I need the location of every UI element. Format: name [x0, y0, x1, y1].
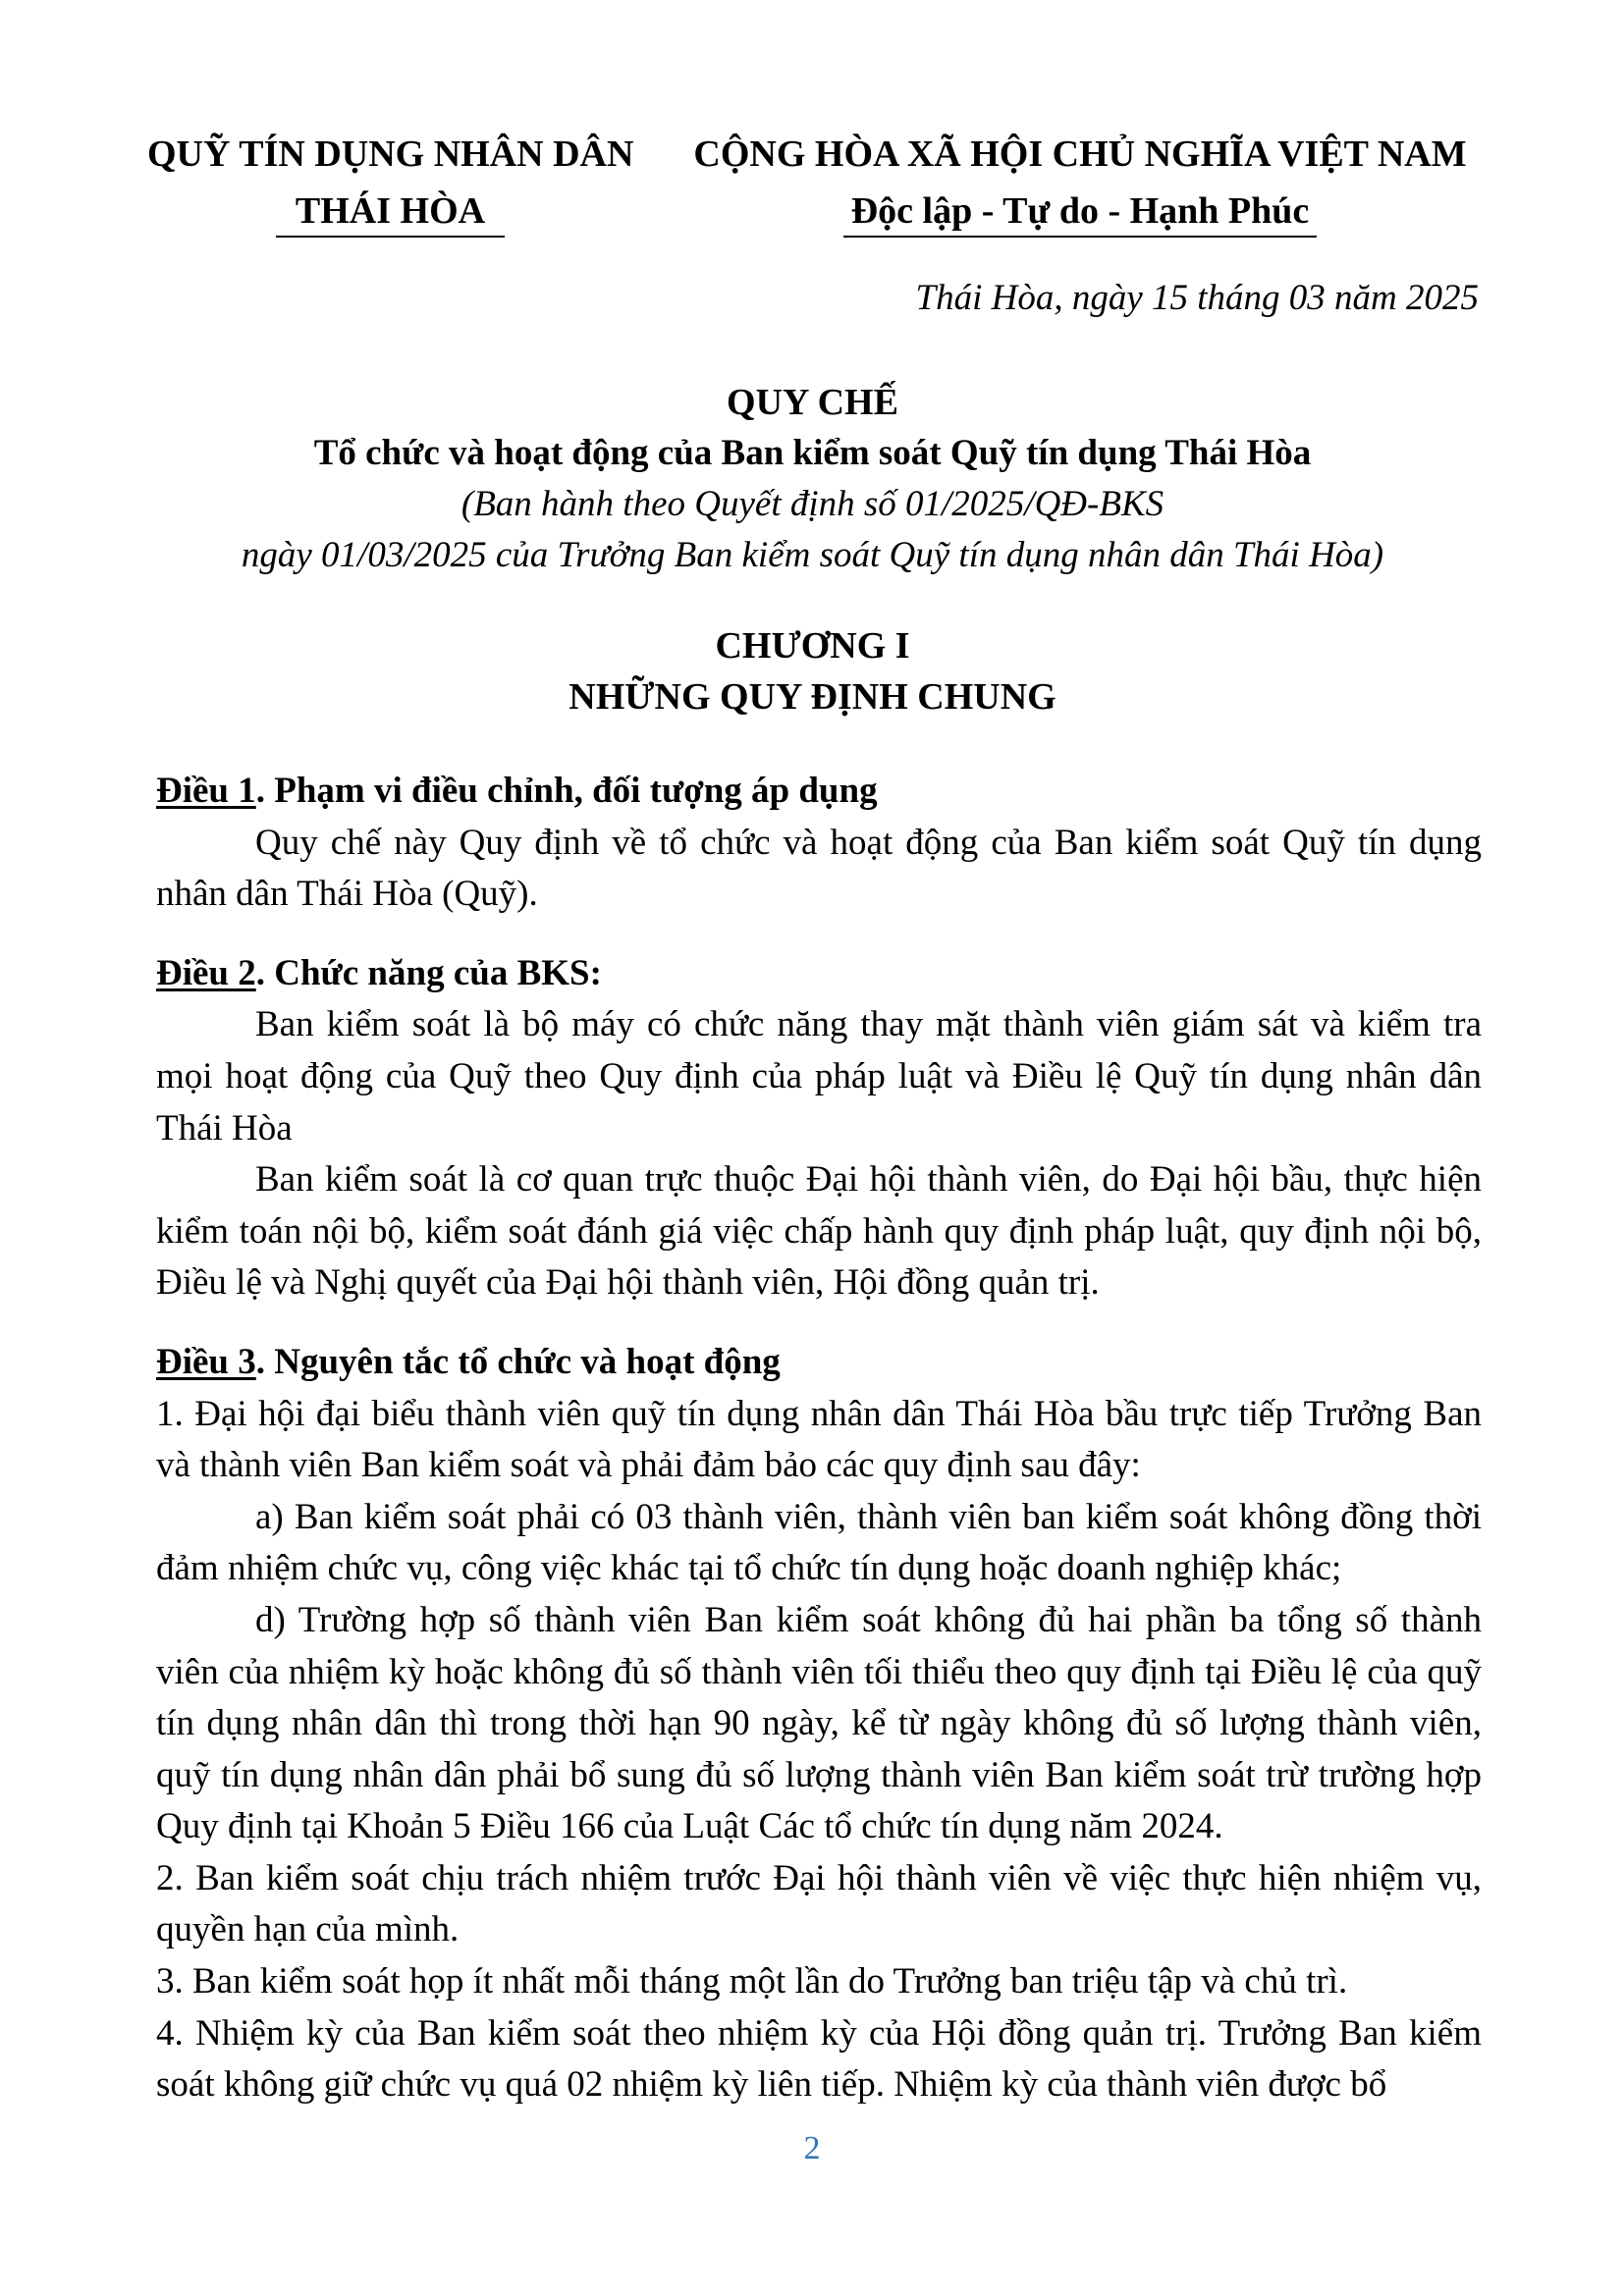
article-3-heading: [156, 1337, 1482, 1389]
document-date: Thái Hòa, ngày 15 tháng 03 năm 2025: [915, 278, 1479, 318]
chapter-name: NHỮNG QUY ĐỊNH CHUNG: [568, 676, 1056, 718]
chapter-heading: [147, 620, 1478, 722]
document-title: Tổ chức và hoạt động của Ban kiểm soát Quỹ tín dụng Thái Hòa: [313, 433, 1312, 473]
article-1-heading: [156, 766, 1482, 818]
article-2-heading: [156, 948, 1482, 1000]
article-3-clause-4: 4. Nhiệm kỳ của Ban kiểm soát theo nhiệm kỳ của Hội đồng quản trị. Trưởng Ban kiểm soát không giữ chức vụ quá 02 nhiệm kỳ liên tiếp. Nhiệm kỳ của thành viên được bổ: [156, 2012, 1482, 2106]
article-2-number: Điều 2: [156, 952, 256, 993]
chapter-label: CHƯƠNG I: [715, 625, 910, 667]
national-header: [677, 126, 1483, 240]
article-3-clause-3: 3. Ban kiểm soát họp ít nhất mỗi tháng một lần do Trưởng ban triệu tập và chủ trì.: [156, 1961, 1348, 2002]
article-2-paragraph-2: Ban kiểm soát là cơ quan trực thuộc Đại hội thành viên, do Đại hội bầu, thực hiện kiểm toán nội bộ, kiểm soát đánh giá việc chấp hành quy định pháp luật, quy định nội bộ, Điều lệ và Nghị quyết của Đại hội thành viên, Hội đồng quản trị.: [156, 1159, 1482, 1304]
article-3-point-a: a) Ban kiểm soát phải có 03 thành viên, thành viên ban kiểm soát không đồng thời đảm nhiệm chức vụ, công việc khác tại tổ chức tín dụng hoặc doanh nghiệp khác;: [156, 1496, 1482, 1589]
issuance-note-line2: ngày 01/03/2025 của Trưởng Ban kiểm soát Quỹ tín dụng nhân dân Thái Hòa): [241, 535, 1384, 575]
document-title-block: [147, 377, 1478, 581]
issuance-note-line1: (Ban hành theo Quyết định số 01/2025/QĐ-BKS: [460, 484, 1164, 524]
article-3-clause-1: 1. Đại hội đại biểu thành viên quỹ tín dụng nhân dân Thái Hòa bầu trực tiếp Trưởng Ban và thành viên Ban kiểm soát và phải đảm bảo các quy định sau đây:: [156, 1393, 1482, 1486]
organization-header: [147, 126, 633, 240]
article-1-number: Điều 1: [156, 771, 256, 811]
organization-location: THÁI HÒA: [276, 187, 505, 238]
article-3-point-d: d) Trường hợp số thành viên Ban kiểm soát không đủ hai phần ba tổng số thành viên của nhiệm kỳ hoặc không đủ số thành viên tối thiểu theo quy định tại Điều lệ của quỹ tín dụng nhân dân thì trong thời hạn 90 ngày, kể từ ngày không đủ số lượng thành viên, quỹ tín dụng nhân dân phải bổ sung đủ số lượng thành viên Ban kiểm soát trừ trường hợp Quy định tại Khoản 5 Điều 166 của Luật Các tổ chức tín dụng năm 2024.: [156, 1599, 1482, 1847]
article-1-paragraph-1: Quy chế này Quy định về tổ chức và hoạt động của Ban kiểm soát Quỹ tín dụng nhân dân Thái Hòa (Quỹ).: [156, 822, 1482, 915]
page-number: 2: [803, 2130, 821, 2166]
article-2-title: . Chức năng của BKS:: [255, 952, 602, 993]
article-2-paragraph-1: Ban kiểm soát là bộ máy có chức năng thay mặt thành viên giám sát và kiểm tra mọi hoạt động của Quỹ theo Quy định của pháp luật và Điều lệ Quỹ tín dụng nhân dân Thái Hòa: [156, 1004, 1482, 1148]
document-body: [156, 766, 1482, 2111]
article-3-clause-2: 2. Ban kiểm soát chịu trách nhiệm trước Đại hội thành viên về việc thực hiện nhiệm vụ, quyền hạn của mình.: [156, 1857, 1482, 1950]
organization-name: QUỸ TÍN DỤNG NHÂN DÂN: [147, 133, 634, 175]
article-1-title: . Phạm vi điều chỉnh, đối tượng áp dụng: [255, 771, 878, 811]
article-3-number: Điều 3: [156, 1341, 256, 1382]
article-3-title: . Nguyên tắc tổ chức và hoạt động: [255, 1341, 781, 1382]
national-title: CỘNG HÒA XÃ HỘI CHỦ NGHĨA VIỆT NAM: [693, 133, 1467, 175]
national-motto: Độc lập - Tự do - Hạnh Phúc: [843, 187, 1318, 238]
document-type: QUY CHẾ: [727, 382, 898, 423]
